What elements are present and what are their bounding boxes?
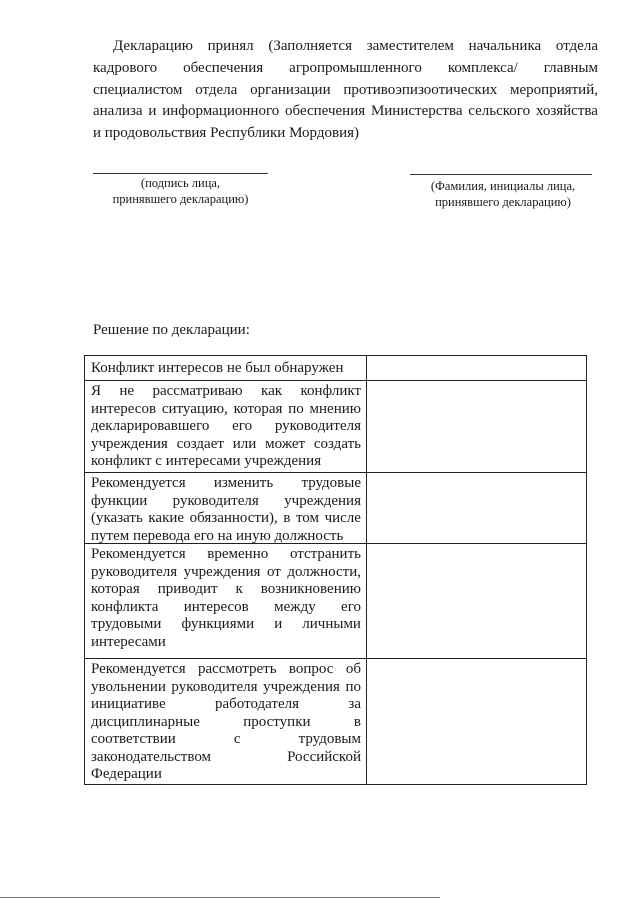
word: (Заполняется	[268, 38, 352, 54]
decision-option	[85, 544, 367, 659]
word: учреждения	[284, 492, 361, 509]
signature-line	[93, 173, 268, 174]
decision-row	[85, 381, 587, 473]
word: специалистом	[93, 81, 183, 98]
word: личными	[302, 616, 361, 632]
word: в	[283, 510, 291, 526]
word: (указать	[91, 510, 143, 526]
paragraph-line	[93, 36, 598, 58]
word: трудовыми	[91, 616, 162, 632]
decision-option	[85, 473, 367, 544]
option-line	[91, 401, 361, 419]
word: числе	[324, 510, 361, 526]
option-line	[91, 679, 361, 697]
decision-mark-cell	[367, 659, 587, 785]
word: дисциплинарные	[91, 713, 200, 730]
word: создать	[313, 435, 361, 452]
word: кадрового	[93, 59, 158, 76]
word: которая	[91, 581, 140, 597]
word: интересов	[91, 400, 157, 417]
word: соответствии	[91, 731, 176, 747]
word: Рекомендуется	[91, 475, 186, 491]
option-line: Федерации	[91, 766, 162, 782]
option-line	[91, 383, 361, 401]
word: обеспечения	[285, 103, 366, 120]
word: Декларацию	[113, 38, 193, 54]
word: которая	[233, 400, 283, 417]
option-line	[91, 731, 361, 749]
word: информационного	[162, 103, 280, 120]
name-initials-caption	[410, 178, 596, 210]
word: и	[148, 103, 157, 120]
word: или	[232, 435, 257, 452]
decision-row	[85, 544, 587, 659]
word: функции	[91, 492, 148, 509]
option-line	[91, 749, 361, 767]
word: создает	[176, 435, 224, 452]
word: Рекомендуется	[91, 546, 186, 562]
word: учреждения	[91, 435, 168, 452]
option-line	[91, 564, 361, 582]
word: к	[235, 581, 243, 597]
word: и	[274, 616, 283, 632]
decision-table	[84, 355, 587, 785]
option-line	[91, 510, 361, 528]
decision-row	[85, 356, 587, 381]
word: проступки	[243, 713, 311, 730]
decision-option	[85, 659, 367, 785]
decision-mark-cell	[367, 473, 587, 544]
word: возникновению	[260, 581, 361, 597]
decision-mark-cell	[367, 356, 587, 381]
word: трудовым	[298, 731, 361, 747]
paragraph-line	[93, 80, 598, 102]
word: Рекомендуется	[91, 661, 186, 677]
option-line: интересами	[91, 633, 166, 650]
word: принял	[207, 38, 254, 54]
word: какие	[148, 510, 185, 526]
word: главным	[543, 59, 598, 76]
caption-line: (подпись лица,	[140, 176, 221, 190]
word: инициативе	[91, 696, 166, 712]
word: за	[348, 696, 361, 712]
word: с	[233, 731, 241, 747]
word: изменить	[213, 475, 274, 491]
word: заместителем	[366, 38, 454, 54]
name-initials-line	[410, 174, 592, 175]
word: должности,	[287, 563, 361, 580]
decision-option	[85, 356, 367, 381]
word: декларировавшего	[91, 418, 210, 434]
word: Министерства	[370, 103, 463, 120]
caption-line: принявшего декларацию)	[435, 195, 571, 209]
word: комплекса/	[447, 59, 518, 76]
word: между	[274, 598, 316, 615]
option-line	[91, 418, 361, 436]
word: как	[261, 383, 283, 399]
option-line	[91, 493, 361, 511]
option-line	[91, 661, 361, 679]
option-line	[91, 616, 361, 634]
word: его	[341, 598, 361, 615]
word: мнению	[309, 400, 361, 417]
option-line: Конфликт интересов не был обнаружен	[91, 360, 344, 376]
paragraph-line	[93, 101, 598, 123]
word: начальника	[468, 38, 542, 54]
word: Я	[91, 383, 102, 399]
word: руководителя	[274, 418, 361, 434]
word: учреждения	[263, 678, 340, 695]
word: обеспечения	[183, 59, 264, 76]
word: трудовые	[301, 475, 361, 491]
option-line	[91, 436, 361, 454]
paragraph-line: и продовольствия Республики Мордовия)	[93, 125, 359, 141]
option-line	[91, 714, 361, 732]
word: Российской	[287, 748, 361, 765]
decision-heading: Решение по декларации:	[93, 322, 250, 338]
word: руководителя	[171, 678, 258, 695]
word: руководителя	[91, 563, 178, 580]
word: функциями	[181, 616, 255, 632]
word: сельского	[468, 103, 531, 120]
paragraph-line	[93, 58, 598, 80]
word: отстранить	[289, 546, 361, 562]
word: об	[345, 661, 361, 677]
word: анализа	[93, 103, 143, 120]
word: учреждения	[183, 563, 261, 580]
word: том	[295, 510, 320, 526]
decision-mark-cell	[367, 381, 587, 473]
word: обязанности),	[189, 510, 278, 526]
word: отдела	[555, 38, 598, 54]
word: мероприятий,	[510, 81, 598, 98]
decision-row	[85, 659, 587, 785]
option-line	[91, 696, 361, 714]
word: приводит	[157, 581, 218, 597]
word: от	[266, 563, 281, 580]
option-line: путем перевода его на иную должность	[91, 527, 344, 544]
word: ситуацию,	[161, 400, 228, 417]
word: вопрос	[288, 661, 334, 677]
word: увольнении	[91, 678, 166, 695]
word: рассмотреть	[197, 661, 277, 677]
word: работодателя	[215, 696, 300, 712]
word: конфликт	[300, 383, 361, 399]
word: законодательством	[91, 748, 212, 765]
word: в	[353, 713, 361, 730]
word: организации	[250, 81, 331, 98]
option-line	[91, 546, 361, 564]
option-line	[91, 599, 361, 617]
word: отдела	[195, 81, 238, 98]
word: руководителя	[172, 492, 259, 509]
decision-row	[85, 473, 587, 544]
word: противоэпизоотических	[343, 81, 498, 98]
caption-line: (Фамилия, инициалы лица,	[430, 179, 576, 193]
word: не	[119, 383, 135, 399]
word: по	[288, 400, 304, 417]
option-line	[91, 581, 361, 599]
word: хозяйства	[535, 103, 598, 120]
word: конфликта	[91, 598, 159, 615]
decision-option	[85, 381, 367, 473]
option-line: конфликт с интересами учреждения	[91, 453, 322, 469]
word: временно	[207, 546, 269, 562]
word: его	[232, 418, 253, 434]
word: может	[265, 435, 306, 452]
declaration-accepted-paragraph	[93, 36, 598, 145]
word: рассматриваю	[152, 383, 243, 399]
signature-caption	[93, 175, 268, 207]
decision-mark-cell	[367, 544, 587, 659]
scan-edge-line	[0, 897, 440, 898]
word: агропромышленного	[289, 59, 422, 76]
option-line	[91, 475, 361, 493]
caption-line: принявшего декларацию)	[112, 192, 249, 206]
word: интересов	[183, 598, 249, 615]
word: по	[345, 678, 361, 695]
